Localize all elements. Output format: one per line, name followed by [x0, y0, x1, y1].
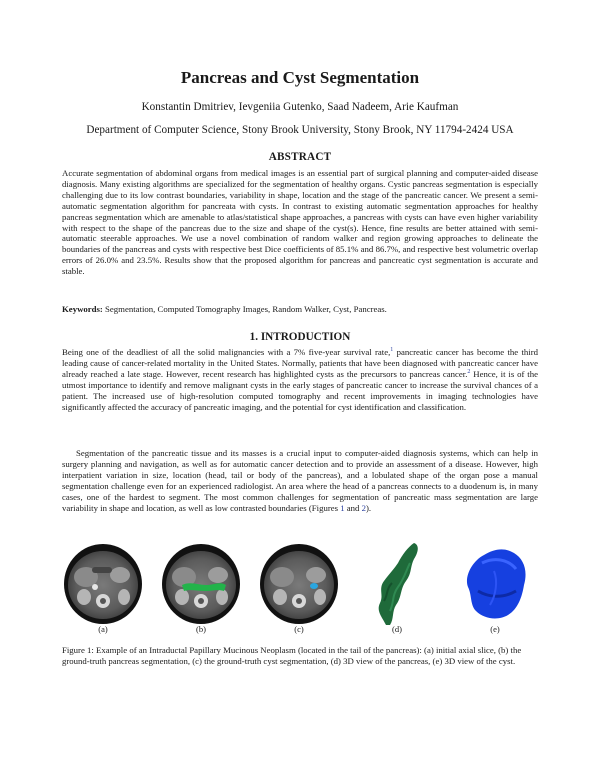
- intro-paragraph-2: [62, 448, 538, 513]
- intro-p1-text-c: Hence, it is of the utmost importance to identify and remove malignant cysts in the early stages of pancreatic cancer to increase the survival chances of a patient. The increased use of high-resolution computed tomography and recent improvements in imaging technologies have significantly affected the accuracy of pancreatic imaging, and the potential for cyst identification and classification.: [62, 368, 538, 412]
- affiliation: Department of Computer Science, Stony Brook University, Stony Brook, NY 11794-2424 USA: [86, 124, 514, 136]
- citation-link-2[interactable]: 2: [467, 368, 471, 375]
- figure-label-c: (c): [294, 624, 304, 634]
- figure-link-1[interactable]: 1: [340, 502, 345, 513]
- figure-label-a: (a): [98, 624, 108, 634]
- keywords-label: Keywords:: [62, 304, 103, 314]
- citation-link-1[interactable]: 1: [390, 347, 394, 354]
- author-list: Konstantin Dmitriev, Ievgeniia Gutenko, Saad Nadeem, Arie Kaufman: [141, 101, 459, 113]
- abstract-text: Accurate segmentation of abdominal organs from medical images is an essential part of surgical planning and computer-aided disease diagnosis. Many existing algorithms are specialized for the segmentation of healthy organs. Cystic pancreas segmentation is especially challenging due to its low contrast boundaries, variability in shape, location and the stage of the pancreatic cancer. We present a semi-automatic segmentation algorithm for pancreata with cysts. In contrast to existing automatic segmentation approaches for healthy pancreas segmentation which are amenable to atlas/statistical shape approaches, a pancreas with cysts can have even higher variability with respect to the shape of the pancreas due to the size and shape of the cyst(s). Hence, fine results are better attained with semi-automatic steerable approaches. We use a novel combination of random walker and region growing approaches to delineate the boundaries of the pancreas and cysts with respective best Dice coefficients of 85.1% and 86.7%, and respective best volumetric overlap errors of 26.0% and 23.5%. Results show that the proposed algorithm for pancreas and pancreatic cyst segmentation is accurate and stable.: [62, 168, 538, 277]
- figure-link-2[interactable]: 2: [361, 502, 366, 513]
- keywords-line: [62, 304, 538, 315]
- intro-p2-and: and: [344, 502, 362, 513]
- abstract-heading: ABSTRACT: [268, 151, 332, 163]
- figure-1-caption: Figure 1: Example of an Intraductal Papillary Mucinous Neoplasm (located in the tail of the pancreas): (a) initial axial slice, (b) the ground-truth pancreas segmentation, (c) the ground-truth cyst segmentation, (d) 3D view of the pancreas, (e) 3D view of the cyst.: [62, 645, 522, 666]
- ct-slice-a-image: [62, 541, 144, 627]
- figure-label-b: (b): [196, 624, 206, 634]
- paper-title: Pancreas and Cyst Segmentation: [180, 68, 420, 87]
- intro-p2-end: ).: [366, 502, 372, 513]
- pancreas-3d-render-image: [356, 541, 438, 627]
- figure-label-d: (d): [392, 624, 402, 634]
- intro-p2-text: Segmentation of the pancreatic tissue and its masses is a crucial input to computer-aided diagnosis systems, which can help in surgery planning and navigation, as well as for automatic cancer detection and to provide an assessment of a disease. However, high interpatient variation in size, location (head, tail or body of the pancreas), and a lobulated shape of the organ pose a manual segmentation challenge even for an experienced radiologist. An area where the head of a pancreas connects to a duodenum is, in many cases, one of the hardest to segment. The most common challenges for segmentation of pancreatic mass segmentation are large variability in shape and location, as well as low contrasted boundaries (Figures: [62, 448, 538, 513]
- section-heading-introduction: 1. INTRODUCTION: [249, 331, 351, 343]
- keywords-text: Segmentation, Computed Tomography Images, Random Walker, Cyst, Pancreas.: [105, 304, 387, 314]
- figure-label-e: (e): [490, 624, 500, 634]
- ct-slice-b-pancreas-image: [160, 541, 242, 627]
- intro-p1-text-b: pancreatic cancer has become the third leading cause of cancer-related mortality in the United States. Normally, patients that have been diagnosed with pancreatic cancer have already reached a late stage. However, recent research has highlighted cysts as the precursors to pancreas cancer.: [62, 347, 538, 379]
- intro-p1-text-a: Being one of the deadliest of all the solid malignancies with a 7% five-year survival rate,: [62, 347, 391, 357]
- intro-paragraph-1: [62, 347, 538, 412]
- cyst-3d-render-image: [454, 541, 536, 627]
- figure-1: [62, 541, 538, 633]
- ct-slice-c-cyst-image: [258, 541, 340, 627]
